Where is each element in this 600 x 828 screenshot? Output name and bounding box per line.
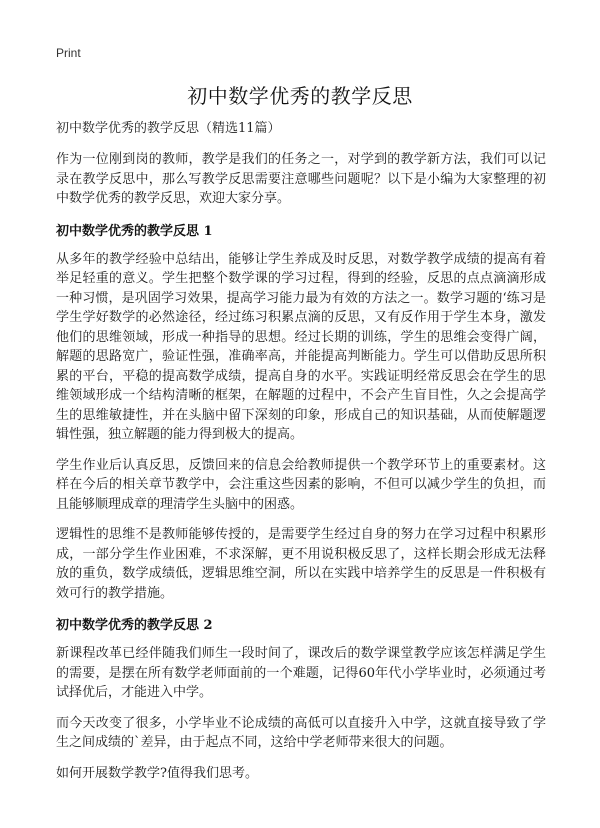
intro-paragraph: 作为一位刚到岗的教师，教学是我们的任务之一，对学到的教学新方法，我们可以记录在教学反思中，那么写教学反思需要注意哪些问题呢？以下是小编为大家整理的初中数学优秀的教学反思，欢迎大家分享。 bbox=[56, 152, 546, 206]
document-subtitle: 初中数学优秀的教学反思（精选11篇） bbox=[56, 121, 281, 136]
section-2-paragraph-3: 如何开展数学教学?值得我们思考。 bbox=[56, 765, 258, 781]
page-title: 初中数学优秀的教学反思 bbox=[187, 84, 413, 108]
section-1-paragraph-2: 学生作业后认真反思，反馈回来的信息会给教师提供一个教学环节上的重要素材。这样在今后的相关章节教学中，会注重这些因素的影响，不但可以减少学生的负担，而且能够顺理成章的理清学生头脑中的困惑。 bbox=[56, 457, 546, 512]
section-2-paragraph-1: 新课程改革已经伴随我们师生一段时间了，课改后的数学课堂教学应该怎样满足学生的需要，是摆在所有数学老师面前的一个难题，记得60年代小学毕业时，必须通过考试择优后，才能进入中学。 bbox=[56, 646, 546, 700]
print-label[interactable]: Print bbox=[56, 46, 81, 60]
section-2-paragraph-2: 而今天改变了很多，小学毕业不论成绩的高低可以直接升入中学，这就直接导致了学生之间成绩的`差异，由于起点不同，这给中学老师带来很大的问题。 bbox=[56, 715, 546, 750]
section-heading-2: 初中数学优秀的教学反思 2 bbox=[56, 618, 213, 633]
section-1-paragraph-3: 逻辑性的思维不是教师能够传授的，是需要学生经过自身的努力在学习过程中积累形成，一部分学生作业困难，不求深解，更不用说积极反思了，这样长期会形成无法释放的重负，数学成绩低，逻辑思维空洞，所以在实践中培养学生的反思是一件积极有效可行的教学措施。 bbox=[56, 527, 546, 601]
section-heading-1: 初中数学优秀的教学反思 1 bbox=[56, 223, 213, 239]
document-body bbox=[56, 120, 546, 794]
section-1-paragraph-1: 从多年的教学经验中总结出，能够让学生养成及时反思，对数学教学成绩的提高有着举足轻重的意义。学生把整个数学课的学习过程，得到的经验，反思的点点滴滴形成一种习惯，是巩固学习效果，提高学习能力最为有效的方法之一。数学习题的‘练习是学生学好数学的必然途径，经过练习积累点滴的反思，又有反作用于学生本身，激发他们的思维领域，形成一种指导的思想。经过长期的训练，学生的思维会变得广阔，解题的思路宽广，验证性强，准确率高，并能提高判断能力。学生可以借助反思所积累的平台，平稳的提高数学成绩，提高自身的水平。实践证明经常反思会在学生的思维领域形成一个结构清晰的框架，在解题的过程中，不会产生盲目性，久之会提高学生的思维敏捷性，并在头脑中留下深刻的印象，形成自己的知识基础，从而使解题逻辑性强，独立解题的能力得到极大的提高。 bbox=[56, 251, 546, 442]
